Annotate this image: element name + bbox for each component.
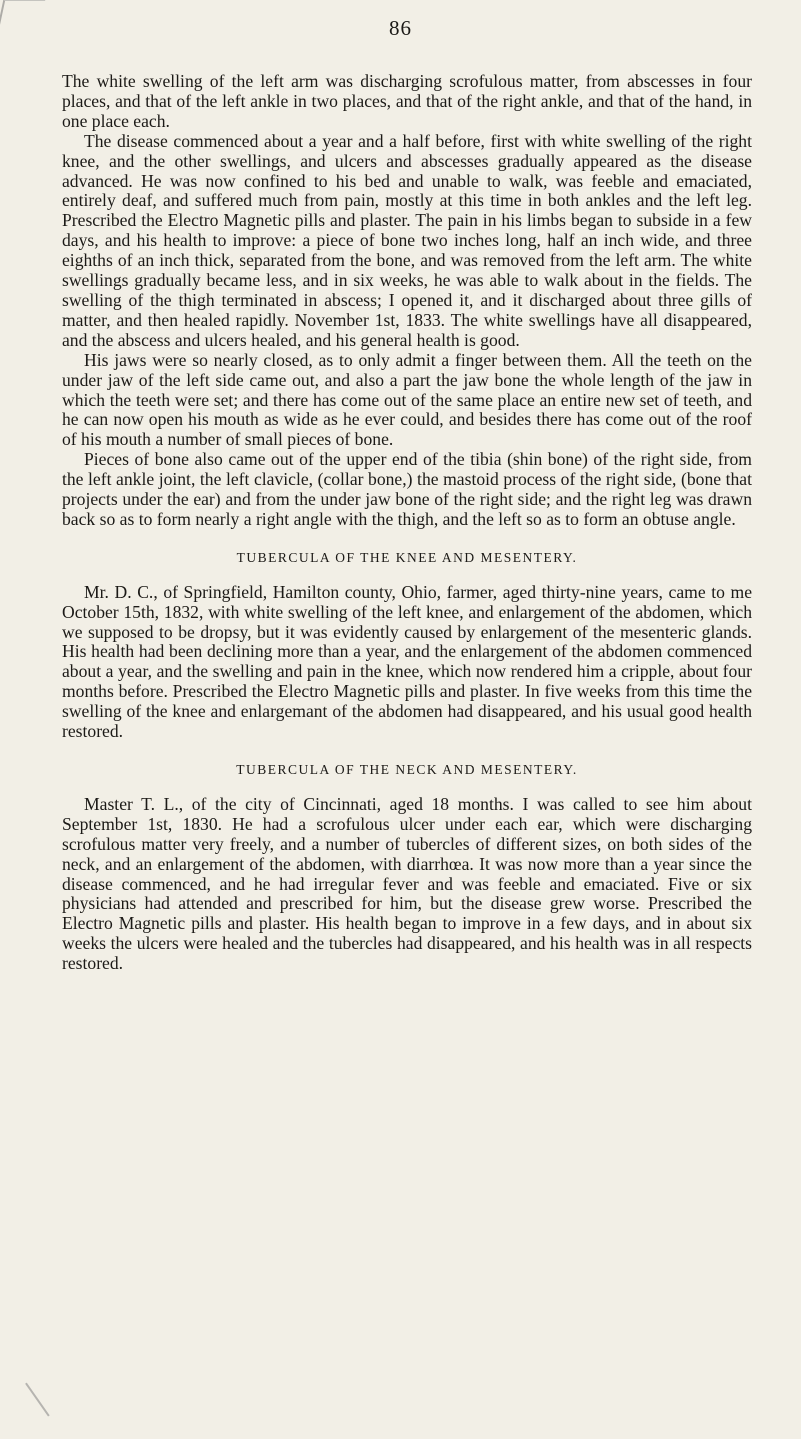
paragraph: Mr. D. C., of Springfield, Hamilton county, Ohio, farmer, aged thirty-nine years, came to me October 15th, 1832, with white swelling of the left knee, and enlargement of the abdomen, which we supposed to be dropsy, but it was evidently caused by enlargement of the mesenteric glands. His health had been declining more than a year, and the enlargement of the abdomen commenced about a year, and the swelling and pain in the knee, which now rendered him a cripple, about four months before. Prescribed the Electro Magnetic pills and plaster. In five weeks from this time the swelling of the knee and enlargemant of the abdomen had disappeared, and his usual good health restored. xyxy=(62,581,752,742)
page-body xyxy=(62,72,752,974)
paragraph: Master T. L., of the city of Cincinnati, aged 18 months. I was called to see him about September 1st, 1830. He had a scrofulous ulcer under each ear, which were discharging scrofulous matter very freely, and a number of tubercles of different sizes, on both sides of the neck, and an enlargement of the abdomen, with diarrhœa. It was now more than a year since the disease commenced, and he had irregular fever and was feeble and emaciated. Five or six physicians had attended and prescribed for him, but the disease grew worse. Prescribed the Electro Magnetic pills and plaster. His health began to improve in a few days, and in about six weeks the ulcers were healed and the tubercles had disappeared, and his health was in all respects restored. xyxy=(62,793,752,974)
paragraph: The disease commenced about a year and a half before, first with white swelling of the right knee, and the other swellings, and ulcers and abscesses gradually appeared as the disease advanced. He was now confined to his bed and unable to walk, was feeble and emaciated, entirely deaf, and suffered much from pain, mostly at this time in both ankles and the left leg. Prescribed the Electro Magnetic pills and plaster. The pain in his limbs began to subside in a few days, and his health to improve: a piece of bone two inches long, half an inch wide, and three eighths of an inch thick, separated from the bone, and was removed from the left arm. The white swellings gradually became less, and in six weeks, he was able to walk about in the fields. The swelling of the thigh terminated in abscess; I opened it, and it discharged about three gills of matter, and then healed rapidly. November 1st, 1833. The white swellings have all disappeared, and the abscess and ulcers healed, and his general health is good. xyxy=(62,130,752,350)
page-number: 86 xyxy=(389,16,412,40)
paragraph: The white swelling of the left arm was discharging scrofulous matter, from abscesses in four places, and that of the left ankle in two places, and that of the right ankle, and that of the hand, in one place each. xyxy=(62,71,752,131)
section-heading: TUBERCULA OF THE NECK AND MESENTERY. xyxy=(236,762,578,777)
section-heading: TUBERCULA OF THE KNEE AND MESENTERY. xyxy=(236,549,578,565)
paragraph: His jaws were so nearly closed, as to only admit a finger between them. All the teeth on the under jaw of the left side came out, and also a part the jaw bone the whole length of the jaw in which the teeth were set; and there has come out of the same place an entire new set of teeth, and he can now open his mouth as wide as he ever could, and besides there has come out of the roof of his mouth a number of small pieces of bone. xyxy=(62,349,752,450)
paragraph: Pieces of bone also came out of the upper end of the tibia (shin bone) of the right side, from the left ankle joint, the left clavicle, (collar bone,) the mastoid process of the right side, (bone that projects under the ear) and from the under jaw bone of the right side; and the right leg was drawn back so as to form nearly a right angle with the thigh, and the left so as to form an obtuse angle. xyxy=(62,449,752,529)
